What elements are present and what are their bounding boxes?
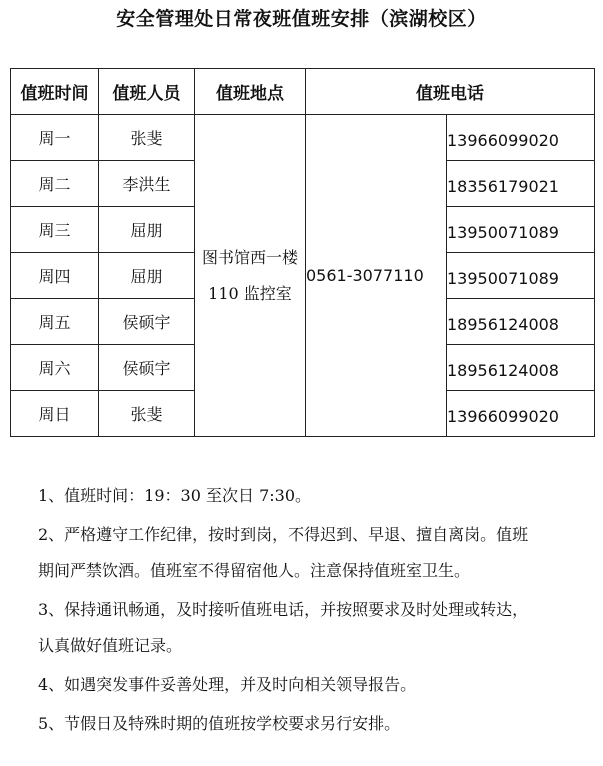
header-duty-phone: 值班电话 [306,69,595,115]
office-phone-cell: 0561-3077110 [306,115,447,437]
day-cell: 周三 [11,207,99,253]
duty-schedule-table [10,68,595,437]
person-cell: 李洪生 [99,161,195,207]
day-cell: 周二 [11,161,99,207]
phone-number: 13966099020 [447,131,559,150]
page-title: 安全管理处日常夜班值班安排（滨湖校区） [116,8,487,30]
phone-cell [447,253,595,299]
note-item: 2、严格遵守工作纪律，按时到岗，不得迟到、早退、擅自离岗。值班期间严禁饮酒。值班室不得留宿他人。注意保持值班室卫生。 [38,525,529,580]
note-item: 5、节假日及特殊时期的值班按学校要求另行安排。 [38,714,401,733]
day-cell: 周四 [11,253,99,299]
phone-number: 13950071089 [447,269,559,288]
phone-cell [447,207,595,253]
day-cell: 周日 [11,391,99,437]
header-duty-person: 值班人员 [99,69,195,115]
person-cell: 张斐 [99,115,195,161]
phone-number: 18956124008 [447,315,559,334]
phone-cell [447,161,595,207]
phone-cell [447,115,595,161]
person-cell: 屈朋 [99,253,195,299]
day-cell: 周五 [11,299,99,345]
phone-number: 18356179021 [447,177,559,196]
note-item: 3、保持通讯畅通，及时接听值班电话，并按照要求及时处理或转达，认真做好值班记录。 [38,600,529,655]
duty-notes [38,478,538,745]
person-cell: 侯硕宇 [99,345,195,391]
person-cell: 侯硕宇 [99,299,195,345]
person-cell: 张斐 [99,391,195,437]
phone-cell [447,391,595,437]
person-cell: 屈朋 [99,207,195,253]
phone-cell [447,345,595,391]
phone-number: 13950071089 [447,223,559,242]
location-cell: 图书馆西一楼 110 监控室 [195,115,306,437]
phone-number: 18956124008 [447,361,559,380]
table-header-row [11,69,595,115]
day-cell: 周六 [11,345,99,391]
header-duty-time: 值班时间 [11,69,99,115]
phone-number: 13966099020 [447,407,559,426]
day-cell: 周一 [11,115,99,161]
table-row [11,115,595,161]
phone-cell [447,299,595,345]
header-duty-location: 值班地点 [195,69,306,115]
note-item: 1、值班时间：19：30 至次日 7:30。 [38,486,312,505]
note-item: 4、如遇突发事件妥善处理，并及时向相关领导报告。 [38,675,417,694]
